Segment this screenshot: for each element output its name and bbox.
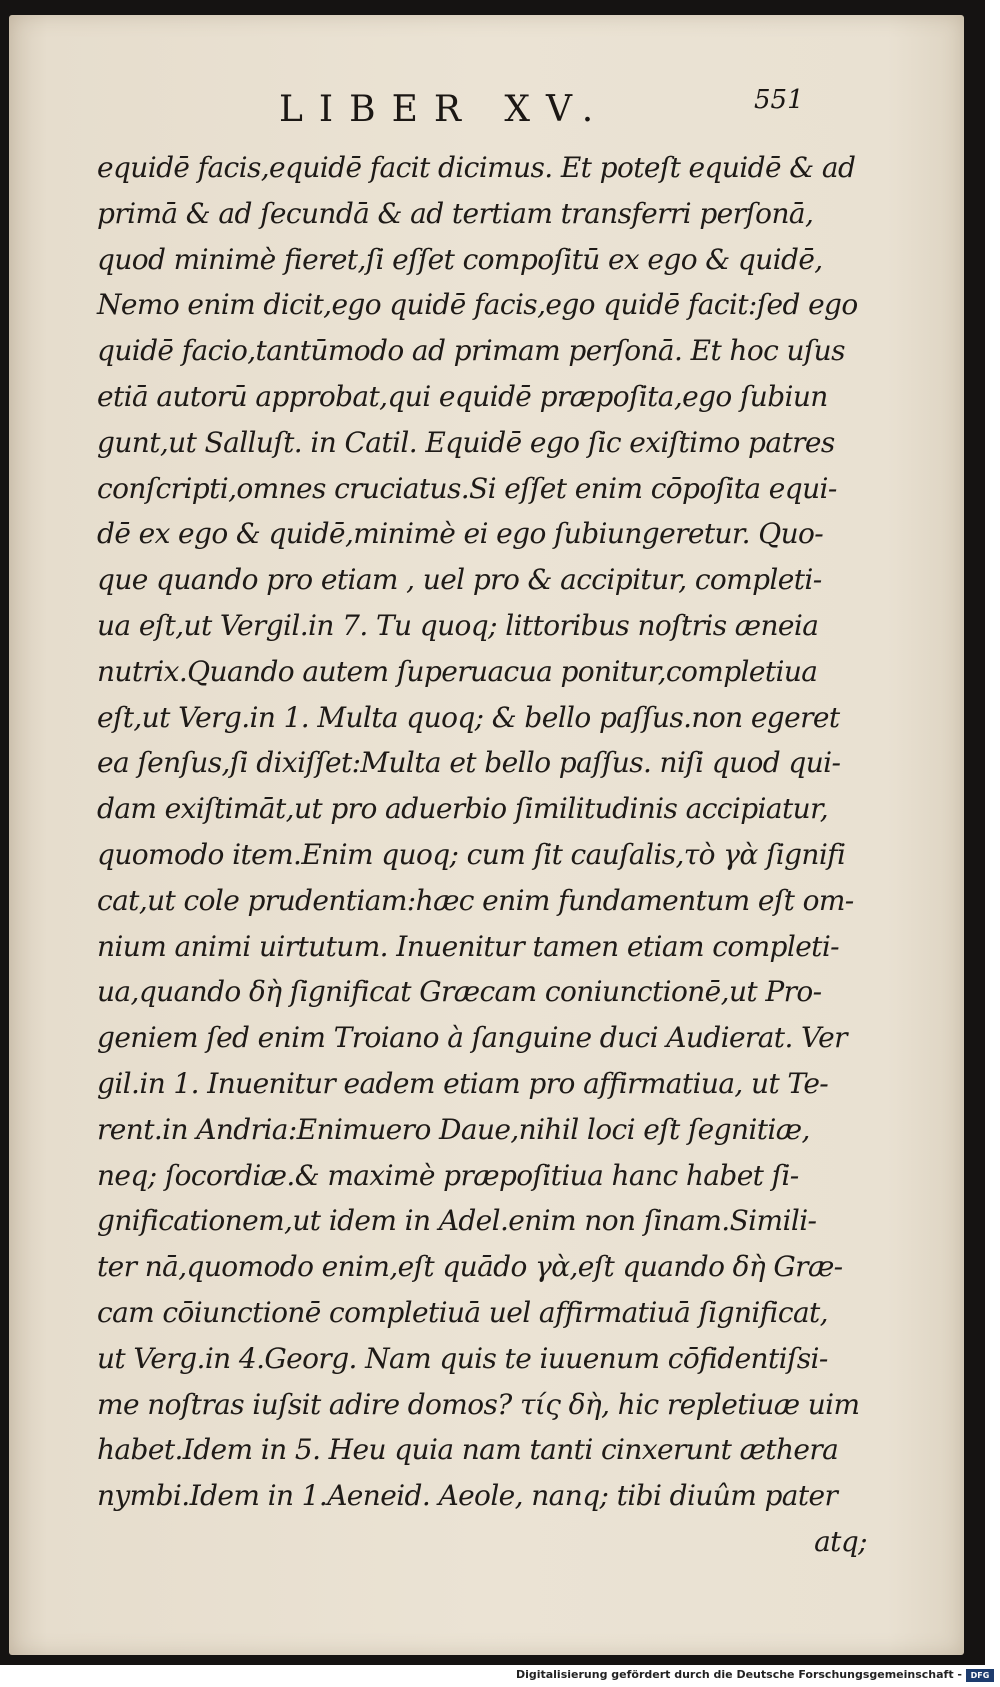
text-line: ua eſt,ut Vergil.in 7. Tu quoq; littoribus noſtris æneia bbox=[97, 608, 819, 642]
catchword: atq; bbox=[814, 1524, 867, 1558]
text-line: habet.Idem in 5. Heu quia nam tanti cinxerunt æthera bbox=[97, 1433, 839, 1467]
text-line: quomodo item.Enim quoq; cum ſit cauſalis,τὸ γὰ ſignifi bbox=[97, 837, 846, 871]
dfg-logo: DFG bbox=[966, 1669, 994, 1682]
text-line: gnificationem,ut idem in Adel.enim non ſinam.Simili- bbox=[97, 1204, 817, 1238]
text-line: equidē facis,equidē facit dicimus. Et poteſt equidē & ad bbox=[97, 151, 856, 184]
text-line: primā & ad ſecundā & ad tertiam transferri perſonā, bbox=[97, 196, 814, 230]
text-line: cam cōiunctionē completiuā uel affirmatiuā ſignificat, bbox=[97, 1295, 828, 1329]
text-line: ua,quando δὴ ſignificat Græcam coniunctionē,ut Pro- bbox=[97, 975, 822, 1009]
text-line: que quando pro etiam , uel pro & accipitur, completi- bbox=[97, 563, 822, 597]
book-page bbox=[9, 15, 964, 1655]
text-line: ea ſenſus,ſi dixiſſet:Multa et bello paſſus. niſi quod qui- bbox=[97, 746, 841, 780]
text-block bbox=[97, 145, 897, 1565]
page-header bbox=[9, 77, 964, 137]
text-line: ut Verg.in 4.Georg. Nam quis te iuuenum cōfidentiſsi- bbox=[97, 1341, 828, 1375]
text-line: etiā autorū approbat,qui equidē præpoſita,ego ſubiun bbox=[97, 379, 828, 413]
text-line: gunt,ut Salluſt. in Catil. Equidē ego ſic exiſtimo patres bbox=[97, 425, 835, 459]
text-line: dam exiſtimāt,ut pro aduerbio ſimilitudinis accipiatur, bbox=[97, 792, 829, 826]
text-line: eſt,ut Verg.in 1. Multa quoq; & bello paſſus.non egeret bbox=[97, 700, 840, 734]
text-line: quidē facio,tantūmodo ad primam perſonā. Et hoc uſus bbox=[97, 334, 845, 368]
text-line: Nemo enim dicit,ego quidē facis,ego quidē facit:ſed ego bbox=[97, 288, 858, 322]
text-line: conſcripti,omnes cruciatus.Si eſſet enim cōpoſita equi- bbox=[97, 471, 837, 505]
text-line: me noſtras iuſsit adire domos? τίς δὴ, hic repletiuæ uim bbox=[97, 1387, 860, 1421]
text-line: nutrix.Quando autem ſuperuacua ponitur,completiua bbox=[97, 654, 818, 688]
text-line: neq; ſocordiæ.& maximè præpoſitiua hanc habet ſi- bbox=[97, 1158, 799, 1192]
text-line: nium animi uirtutum. Inuenitur tamen etiam completi- bbox=[97, 929, 840, 963]
text-line: ter nā,quomodo enim,eſt quādo γὰ,eſt quando δὴ Græ- bbox=[97, 1250, 843, 1284]
page-number: 551 bbox=[754, 85, 804, 115]
running-head: LIBER XV. bbox=[279, 89, 610, 130]
funding-credit: Digitalisierung gefördert durch die Deutsche Forschungsgemeinschaft - bbox=[515, 1668, 962, 1681]
text-line: nymbi.Idem in 1.Aeneid. Aeole, nanq; tibi diuûm pater bbox=[97, 1479, 838, 1513]
text-line: rent.in Andria:Enimuero Daue,nihil loci eſt ſegnitiæ, bbox=[97, 1112, 810, 1146]
footer-bar bbox=[0, 1665, 1000, 1687]
text-line: gil.in 1. Inuenitur eadem etiam pro affirmatiua, ut Te- bbox=[97, 1066, 829, 1100]
text-line: cat,ut cole prudentiam:hæc enim fundamentum eſt om- bbox=[97, 883, 854, 917]
text-line: geniem ſed enim Troiano à ſanguine duci Audierat. Ver bbox=[97, 1021, 847, 1055]
text-line: dē ex ego & quidē,minimè ei ego ſubiungeretur. Quo- bbox=[97, 517, 824, 551]
text-line: quod minimè fieret,ſi eſſet compoſitū ex ego & quidē, bbox=[97, 242, 823, 276]
